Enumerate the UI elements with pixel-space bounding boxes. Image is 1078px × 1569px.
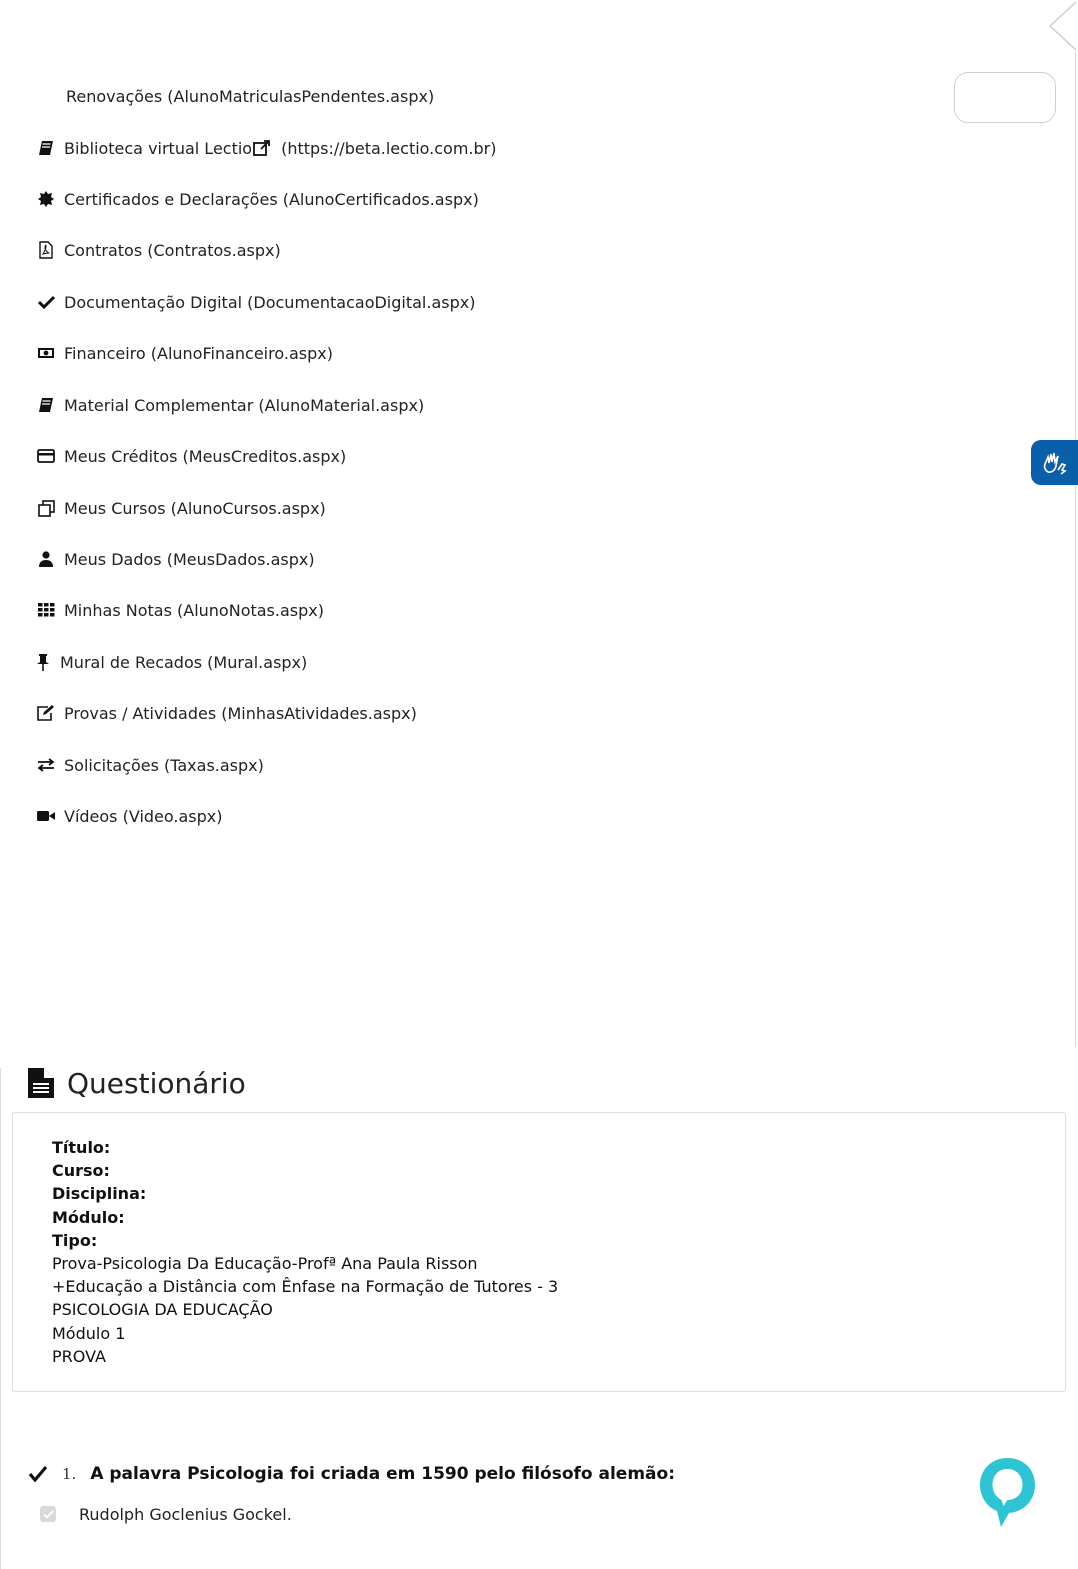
menu-item-biblioteca[interactable] bbox=[36, 134, 496, 162]
menu-item-solicitacoes[interactable] bbox=[36, 751, 264, 779]
menu-item-videos[interactable] bbox=[36, 802, 222, 830]
menu-item-certificados[interactable] bbox=[36, 185, 479, 213]
document-icon bbox=[28, 1068, 54, 1098]
answer-text: Rudolph Goclenius Gockel. bbox=[79, 1504, 292, 1524]
menu-item-label: Solicitações (Taxas.aspx) bbox=[64, 755, 264, 775]
menu-item-label: Renovações (AlunoMatriculasPendentes.aspx) bbox=[66, 86, 435, 106]
answer-checkbox[interactable] bbox=[40, 1506, 56, 1522]
menu-item-renovacoes[interactable] bbox=[66, 82, 434, 110]
external-link-icon bbox=[253, 140, 271, 156]
questionnaire-info-box bbox=[12, 1112, 1066, 1392]
credit-card-icon bbox=[36, 446, 56, 466]
info-value-disciplina: PSICOLOGIA DA EDUCAÇÃO bbox=[52, 1300, 273, 1320]
page-title: Questionário bbox=[67, 1066, 246, 1100]
menu-item-financeiro[interactable] bbox=[36, 339, 333, 367]
info-value-curso: +Educação a Distância com Ênfase na Formação de Tutores - 3 bbox=[52, 1277, 559, 1297]
menu-item-label: Mural de Recados (Mural.aspx) bbox=[60, 652, 308, 672]
question-number: 1. bbox=[62, 1465, 77, 1483]
sidebar-right-border bbox=[1075, 52, 1076, 1047]
info-label-titulo: Título: bbox=[52, 1138, 111, 1157]
menu-item-label: Meus Cursos (AlunoCursos.aspx) bbox=[64, 498, 326, 518]
content-left-border bbox=[0, 1068, 1, 1569]
chat-bubble-icon[interactable] bbox=[979, 1457, 1036, 1528]
menu-item-label: Biblioteca virtual Lectio bbox=[64, 138, 253, 158]
edit-icon bbox=[36, 703, 56, 723]
menu-item-creditos[interactable] bbox=[36, 442, 346, 470]
questionnaire-header bbox=[28, 1062, 246, 1104]
menu-item-label: Certificados e Declarações (AlunoCertificados.aspx) bbox=[64, 189, 479, 209]
accessibility-button[interactable] bbox=[1031, 440, 1078, 485]
video-icon bbox=[36, 806, 56, 826]
menu-item-provas[interactable] bbox=[36, 699, 417, 727]
question-item bbox=[28, 1460, 675, 1488]
book-icon bbox=[36, 395, 56, 415]
user-icon bbox=[36, 549, 56, 569]
checkmark-icon bbox=[43, 1510, 54, 1519]
info-label-curso: Curso: bbox=[52, 1161, 110, 1181]
info-value-tipo: PROVA bbox=[52, 1346, 106, 1366]
menu-item-label: Documentação Digital (DocumentacaoDigital.aspx) bbox=[64, 292, 476, 312]
exchange-icon bbox=[36, 755, 56, 775]
menu-item-contratos[interactable] bbox=[36, 236, 281, 264]
menu-item-label: Financeiro (AlunoFinanceiro.aspx) bbox=[64, 343, 333, 363]
info-value-modulo: Módulo 1 bbox=[52, 1323, 126, 1343]
pdf-file-icon bbox=[36, 240, 56, 260]
menu-search-box[interactable] bbox=[954, 72, 1056, 123]
book-icon bbox=[36, 138, 56, 158]
menu-item-label: Vídeos (Video.aspx) bbox=[64, 806, 223, 826]
menu-item-cursos[interactable] bbox=[36, 494, 326, 522]
correct-check-icon bbox=[28, 1464, 48, 1484]
sign-language-icon bbox=[1042, 450, 1068, 476]
menu-item-label: Meus Créditos (MeusCreditos.aspx) bbox=[64, 446, 347, 466]
menu-item-documentacao[interactable] bbox=[36, 288, 475, 316]
certificate-icon bbox=[36, 189, 56, 209]
menu-item-label: Contratos (Contratos.aspx) bbox=[64, 240, 281, 260]
menu-item-url: (https://beta.lectio.com.br) bbox=[281, 138, 497, 158]
grid-icon bbox=[36, 600, 56, 620]
answer-option[interactable] bbox=[40, 1500, 292, 1528]
info-label-tipo: Tipo: bbox=[52, 1230, 98, 1250]
menu-item-label: Meus Dados (MeusDados.aspx) bbox=[64, 549, 315, 569]
menu-item-dados[interactable] bbox=[36, 545, 315, 573]
collapse-arrow-icon[interactable] bbox=[1048, 0, 1078, 52]
question-text: A palavra Psicologia foi criada em 1590 pelo filósofo alemão: bbox=[90, 1464, 675, 1484]
menu-item-material[interactable] bbox=[36, 391, 424, 419]
clone-icon bbox=[36, 498, 56, 518]
menu-item-mural[interactable] bbox=[36, 648, 307, 676]
money-icon bbox=[36, 343, 56, 363]
menu-item-label: Minhas Notas (AlunoNotas.aspx) bbox=[64, 600, 324, 620]
info-value-titulo: Prova-Psicologia Da Educação-Profª Ana Paula Risson bbox=[52, 1254, 478, 1274]
menu-item-notas[interactable] bbox=[36, 596, 324, 624]
info-label-disciplina: Disciplina: bbox=[52, 1184, 147, 1204]
menu-item-label: Material Complementar (AlunoMaterial.aspx) bbox=[64, 395, 425, 415]
menu-item-label: Provas / Atividades (MinhasAtividades.aspx) bbox=[64, 703, 417, 723]
check-icon bbox=[36, 292, 56, 312]
pin-icon bbox=[36, 652, 50, 672]
info-label-modulo: Módulo: bbox=[52, 1207, 125, 1227]
